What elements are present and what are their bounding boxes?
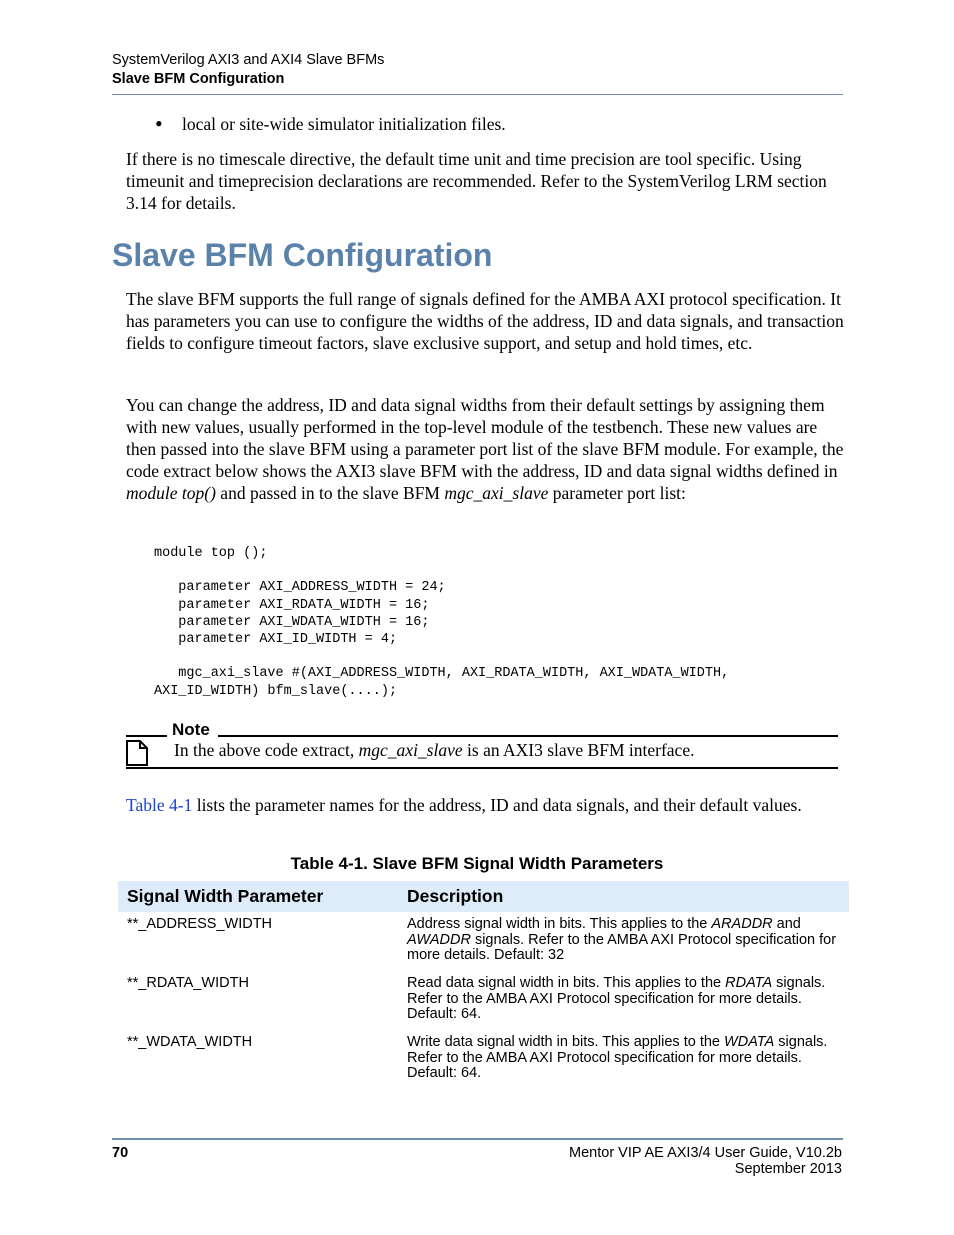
parameter-cell: **_ADDRESS_WIDTH [127,916,273,932]
signal-width-table [118,881,849,1094]
bullet-icon: • [155,111,163,136]
footer-rule [112,1138,843,1140]
paragraph-timescale: If there is no timescale directive, the default time unit and time precision are tool specific. Using timeunit and timeprecision declarations are recommended. Refer to the SystemVerilog LRM section 3.14 for details. [126,149,827,213]
table-row [118,1035,849,1094]
note-label: Note [172,720,210,739]
section-title: Slave BFM Configuration [112,237,493,273]
table-caption: Table 4-1. Slave BFM Signal Width Parameters [290,854,664,873]
footer-doc-title: Mentor VIP AE AXI3/4 User Guide, V10.2b [569,1145,842,1161]
paragraph-intro: The slave BFM supports the full range of signals defined for the AMBA AXI protocol specification. It has parameters you can use to configure the widths of the address, ID and data signals, and transaction fields to configure timeout factors, slave exclusive support, and setup and hold times, etc. [126,289,844,353]
note-rule-top-right [218,735,838,737]
table-header-row [118,881,849,912]
table-header-description: Description [407,886,504,906]
note-text: In the above code extract, mgc_axi_slave is an AXI3 slave BFM interface. [174,740,695,760]
table-row [118,917,849,976]
running-header-title: SystemVerilog AXI3 and AXI4 Slave BFMs [112,52,385,68]
note-rule-bottom [126,767,838,769]
paragraph-table-ref: Table 4-1 lists the parameter names for the address, ID and data signals, and their default values. [126,795,802,815]
parameter-cell: **_WDATA_WIDTH [127,1034,253,1050]
table-link[interactable]: Table 4-1 [126,795,193,815]
footer-date: September 2013 [734,1161,842,1177]
paragraph-signal-widths: You can change the address, ID and data signal widths from their default settings by assigning them with new values, usually performed in the top-level module of the testbench. These new values are then passed into the slave BFM using a parameter port list of the slave BFM module. For example, the code extract below shows the AXI3 slave BFM with the address, ID and data signal widths defined in module top() and passed in to the slave BFM mgc_axi_slave parameter port list: [126,395,844,503]
note-rule-top-left [126,735,167,737]
description-cell: Write data signal width in bits. This applies to the WDATA signals. Refer to the AMBA AXI Protocol specification for more details. Default: 64. [407,1034,828,1081]
table-row [118,976,849,1035]
description-cell: Read data signal width in bits. This applies to the RDATA signals. Refer to the AMBA AXI Protocol specification for more details. Default: 64. [407,975,826,1022]
header-rule [112,94,843,95]
description-cell: Address signal width in bits. This applies to the ARADDR and AWADDR signals. Refer to the AMBA AXI Protocol specification for more details. Default: 32 [407,916,837,963]
table-header-parameter: Signal Width Parameter [127,886,324,906]
code-extract: module top (); parameter AXI_ADDRESS_WIDTH = 24; parameter AXI_RDATA_WIDTH = 16; parameter AXI_WDATA_WIDTH = 16; parameter AXI_ID_WIDTH = 4; mgc_axi_slave #(AXI_ADDRESS_WIDTH, AXI_RDATA_WIDTH, AXI_WDATA_WIDTH, AXI_ID_WIDTH) bfm_slave(....); [154,546,730,699]
bullet-item: local or site-wide simulator initialization files. [182,114,506,134]
parameter-cell: **_RDATA_WIDTH [127,975,249,991]
page-number: 70 [112,1145,129,1161]
running-header-section: Slave BFM Configuration [112,71,285,87]
